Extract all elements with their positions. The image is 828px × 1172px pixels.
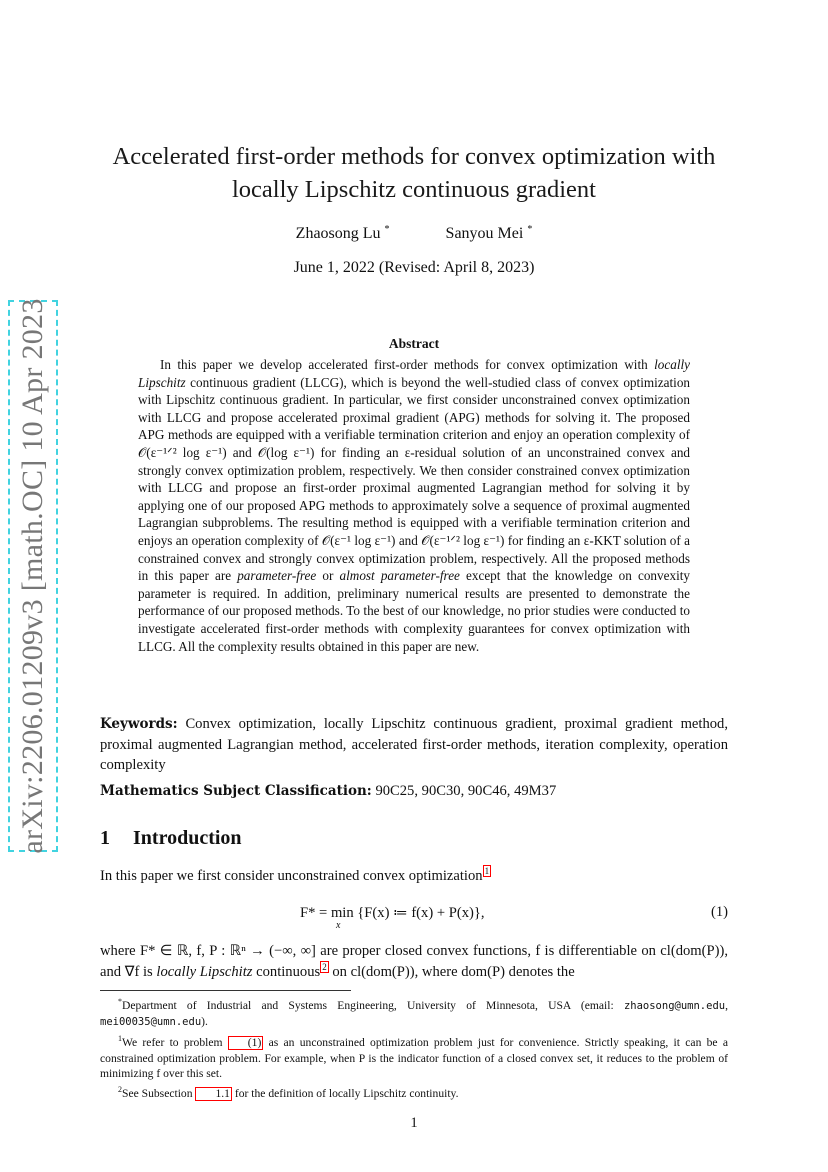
authors <box>100 224 728 243</box>
paper-date: June 1, 2022 (Revised: April 8, 2023) <box>293 259 535 276</box>
footnote-2-a: See Subsection <box>122 1086 193 1100</box>
author-1-mark[interactable]: * <box>384 224 390 235</box>
subsection-ref-link[interactable]: 1.1 <box>195 1087 232 1101</box>
footnote-1-b: as an unconstrained optimization problem just for convenience. Strictly speaking, it can be a constrained optimization problem. For example, when P is the indicator function of a closed convex set, it reduces to the problem of minimizing f over this set. <box>100 1035 728 1081</box>
abstract-heading: Abstract <box>388 336 440 351</box>
author-2-mark[interactable]: * <box>527 224 533 235</box>
abstract-or: or <box>322 568 334 584</box>
footnote-2-mark: 2 <box>118 1084 122 1094</box>
section-heading <box>100 827 242 850</box>
footnotes <box>100 994 728 1101</box>
abstract-parameter-free: parameter-free <box>237 568 317 584</box>
complexity-4: 𝒪(ε⁻¹ᐟ² log ε⁻¹) <box>421 532 505 548</box>
after-eq-a: where F* ∈ ℝ, f, P : ℝⁿ → (−∞, ∞] are proper closed convex functions, f is differentiable on cl(dom(P)), and ∇f is <box>100 943 728 980</box>
email-link-1[interactable]: zhaosong@umn.edu <box>623 999 726 1012</box>
keywords <box>100 714 728 776</box>
after-eq-b: continuous <box>256 963 321 980</box>
msc-classification <box>100 783 728 800</box>
abstract-s1-italic: locally Lipschitz <box>138 357 690 390</box>
abstract-and-2: and <box>398 532 418 548</box>
author-2-name: Sanyou Mei <box>445 225 524 243</box>
abstract-body <box>138 356 690 655</box>
footnote-2-b: for the definition of locally Lipschitz continuity. <box>234 1086 459 1100</box>
after-equation-text <box>100 941 728 982</box>
equation-number: (1) <box>710 904 728 920</box>
author-1-name: Zhaosong Lu <box>295 225 381 243</box>
footnote-1-mark: 1 <box>118 1034 122 1044</box>
msc-label: Mathematics Subject Classification: <box>100 783 372 799</box>
abstract-and-1: and <box>232 444 252 460</box>
footnote-0-text: Department of Industrial and Systems Engineering, University of Minnesota, USA (email: <box>122 998 614 1012</box>
footnote-divider <box>100 990 351 991</box>
abstract-s1b: continuous gradient (LLCG), which is beyond the well-studied class of convex optimization with Lipschitz continuous gradient. In particular, we first consider unconstrained convex optimization with LLCG and propose accelerated proximal gradient (APG) methods for solving it. The proposed APG methods are equipped with a verifiable termination criterion and enjoy an operation complexity of <box>138 374 691 443</box>
footnote-0-end: ). <box>201 1015 208 1029</box>
abstract-s3: for finding an ε-KKT solution of a constrained convex and strongly convex optimization problem, respectively. All the proposed methods in this paper are <box>138 532 691 584</box>
after-eq-italic: locally Lipschitz <box>156 963 253 980</box>
email-link-2[interactable]: mei00035@umn.edu <box>100 1016 202 1029</box>
abstract-s2: for finding an ε-residual solution of an unconstrained convex and strongly convex optimization problem, respectively. We then consider constrained convex optimization with LLCG and propose an first-order proximal augmented Lagrangian method for solving it by applying one of our proposed APG methods to approximately solve a sequence of proximal augmented Lagrangian subproblems. The resulting method is equipped with a verifiable termination criterion and enjoys an operation complexity of <box>138 444 691 548</box>
section-number: 1 <box>100 827 110 849</box>
footnote-affiliation <box>100 994 728 1031</box>
abstract-almost-parameter-free: almost parameter-free <box>339 568 460 584</box>
arxiv-stamp[interactable] <box>8 300 58 852</box>
intro-paragraph <box>100 866 728 885</box>
title-line-1: Accelerated first-order methods for convex optimization with <box>112 143 716 170</box>
keywords-label: Keywords: <box>100 716 178 732</box>
keywords-text: Convex optimization, locally Lipschitz continuous gradient, proximal gradient method, proximal augmented Lagrangian method, accelerated first-order methods, iteration complexity, operation complexity <box>100 716 728 773</box>
footnote-0-sep: , <box>725 998 728 1012</box>
section-title: Introduction <box>133 827 242 849</box>
msc-text: 90C25, 90C30, 90C46, 49M37 <box>375 783 557 799</box>
paper-title <box>100 140 728 206</box>
author-1 <box>296 224 390 243</box>
equation-1 <box>100 902 728 936</box>
title-line-2: locally Lipschitz continuous gradient <box>231 176 596 203</box>
equation-subscript: x <box>336 920 341 931</box>
complexity-1: 𝒪(ε⁻¹ᐟ² log ε⁻¹) <box>138 444 227 460</box>
complexity-3: 𝒪(ε⁻¹ log ε⁻¹) <box>321 532 396 548</box>
complexity-2: 𝒪(log ε⁻¹) <box>257 444 315 460</box>
author-2 <box>446 224 533 243</box>
page-number: 1 <box>410 1115 418 1131</box>
footnote-2 <box>100 1082 728 1101</box>
footnote-1-a: We refer to problem <box>122 1035 223 1049</box>
equation-ref-link[interactable]: (1) <box>228 1036 264 1050</box>
intro-text: In this paper we first consider unconstrained convex optimization <box>100 867 483 884</box>
abstract-s4: except that the knowledge on convexity parameter is required. In addition, preliminary numerical results are presented to demonstrate the performance of our proposed methods. To the best of our knowledge, no prior studies were conducted to investigate accelerated first-order methods with complexity guarantees for convex optimization with LLCG. All the complexity results obtained in this paper are new. <box>138 568 690 654</box>
footnote-ref-2[interactable]: 2 <box>322 961 327 972</box>
arxiv-id[interactable]: arXiv:2206.01209v3 [math.OC] 10 Apr 2023 <box>16 298 49 854</box>
footnote-ref-1[interactable]: 1 <box>484 866 490 876</box>
abstract-s1a: In this paper we develop accelerated first-order methods for convex optimization with <box>160 357 648 372</box>
footnote-0-mark: * <box>118 997 122 1006</box>
after-eq-c: on cl(dom(P)), where dom(P) denotes the <box>332 963 575 980</box>
footnote-1 <box>100 1031 728 1082</box>
equation-body: F* = min {F(x) ≔ f(x) + P(x)}, <box>300 905 485 921</box>
